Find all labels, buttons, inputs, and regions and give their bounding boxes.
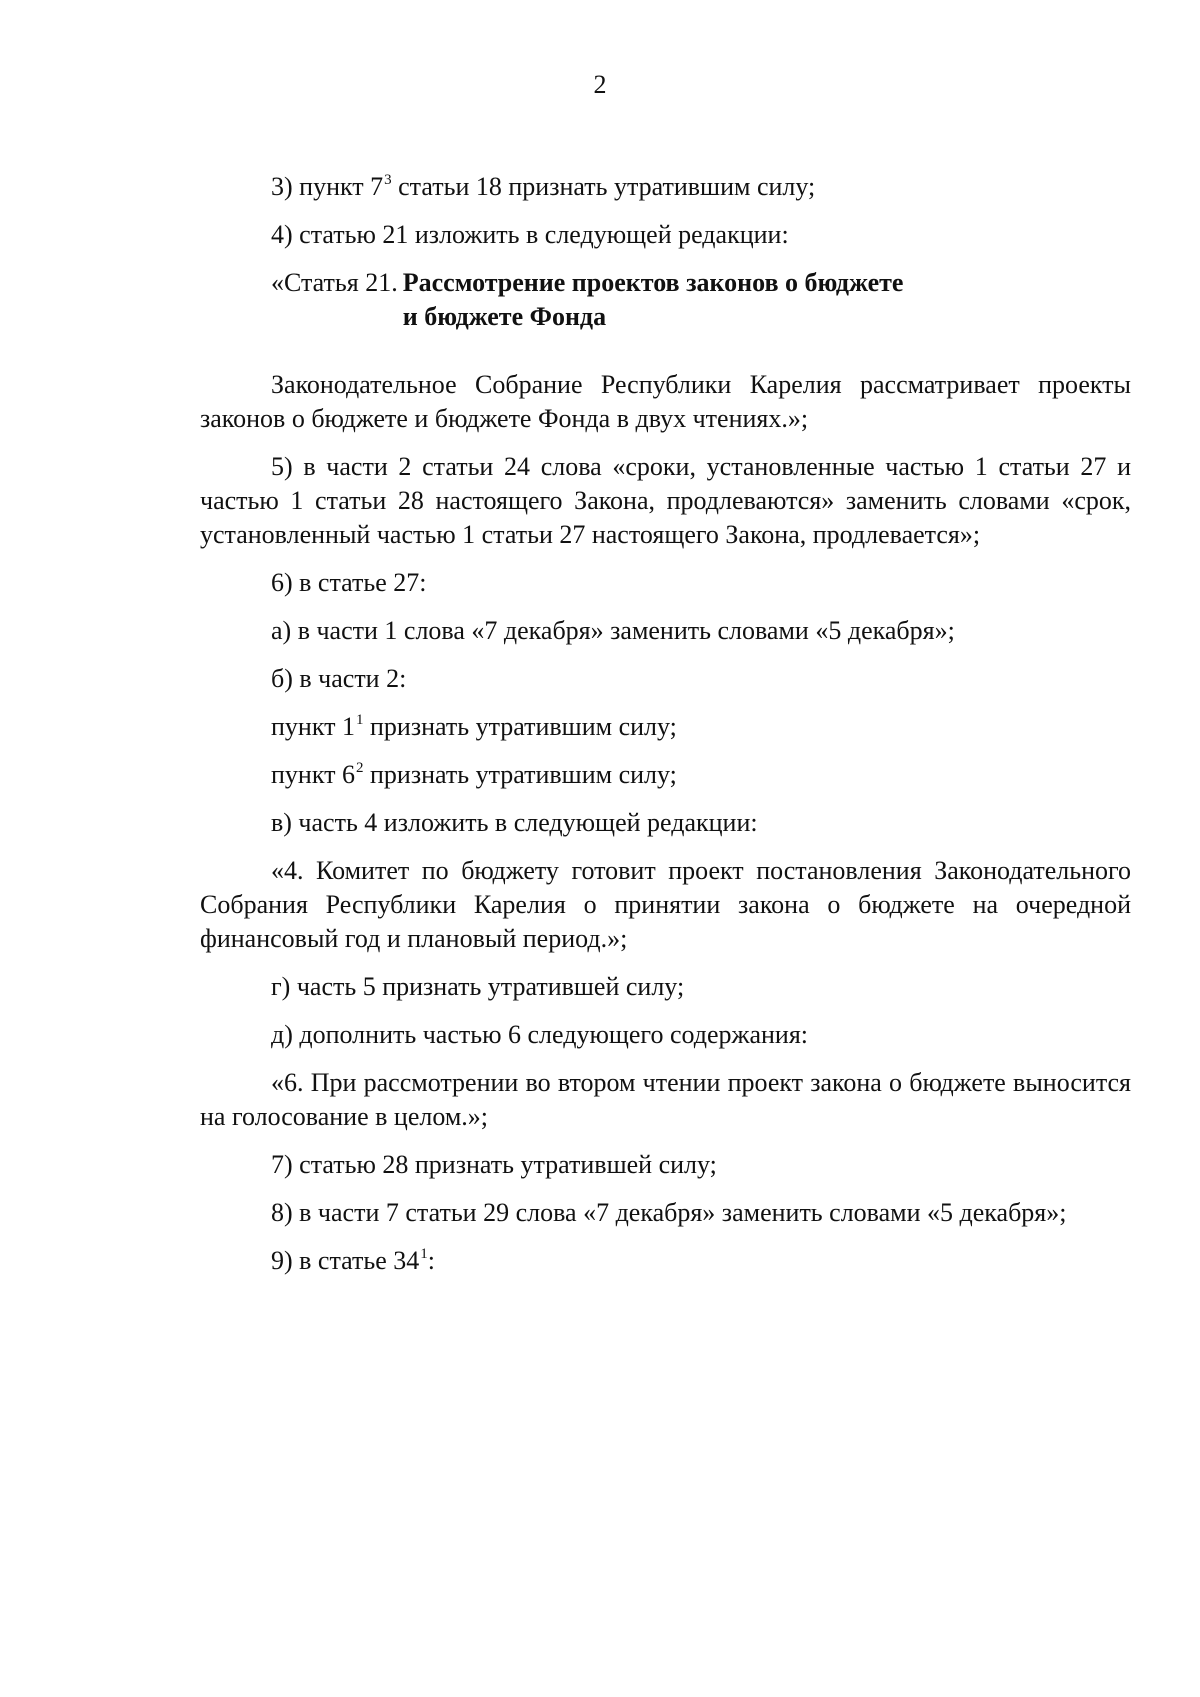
part-4-text: «4. Комитет по бюджету готовит проект постановления Законодательного Собрания Республики Карелия о принятии закона о бюджете на очередной финансовый год и плановый период.»; — [200, 856, 1131, 953]
article-21-text: Законодательное Собрание Республики Карелия рассматривает проекты законов о бюджете и бюджете Фонда в двух чтениях.»; — [200, 370, 1131, 433]
item-6: 6) в статье 27: — [271, 568, 427, 597]
item-6b: б) в части 2: — [271, 664, 407, 693]
item-6d: д) дополнить частью 6 следующего содержания: — [271, 1020, 809, 1049]
item-3: 3) пункт $7^3$ статьи 18 признать утратившим силу; — [271, 172, 816, 201]
article-21-heading — [200, 266, 1131, 334]
item-4: 4) статью 21 изложить в следующей редакции: — [271, 220, 789, 249]
item-7: 7) статью 28 признать утратившей силу; — [271, 1150, 717, 1179]
item-6g: г) часть 5 признать утратившей силу; — [271, 972, 685, 1001]
part-6-text: «6. При рассмотрении во втором чтении проект закона о бюджете выносится на голосование в целом.»; — [200, 1068, 1131, 1131]
point-1-1: пункт $1^1$ признать утратившим силу; — [271, 712, 677, 741]
item-5: 5) в части 2 статьи 24 слова «сроки, установленные частью 1 статьи 27 и частью 1 статьи 28 настоящего Закона, продлеваются» заменить словами «срок, установленный частью 1 статьи 27 настоящего Закона, продлевается»; — [200, 452, 1131, 549]
item-6a: а) в части 1 слова «7 декабря» заменить словами «5 декабря»; — [271, 616, 955, 645]
item-8: 8) в части 7 статьи 29 слова «7 декабря» заменить словами «5 декабря»; — [271, 1198, 1067, 1227]
page-number: 2 — [593, 70, 607, 99]
document-body — [200, 170, 1131, 1292]
point-6-2: пункт $6^2$ признать утратившим силу; — [271, 760, 677, 789]
article-title: Рассмотрение проектов законов о бюджете и бюджете Фонда — [402, 268, 904, 331]
item-9: 9) в статье $34^1$: — [271, 1246, 436, 1275]
article-label: «Статья 21. — [271, 268, 398, 297]
item-6v: в) часть 4 изложить в следующей редакции: — [271, 808, 758, 837]
